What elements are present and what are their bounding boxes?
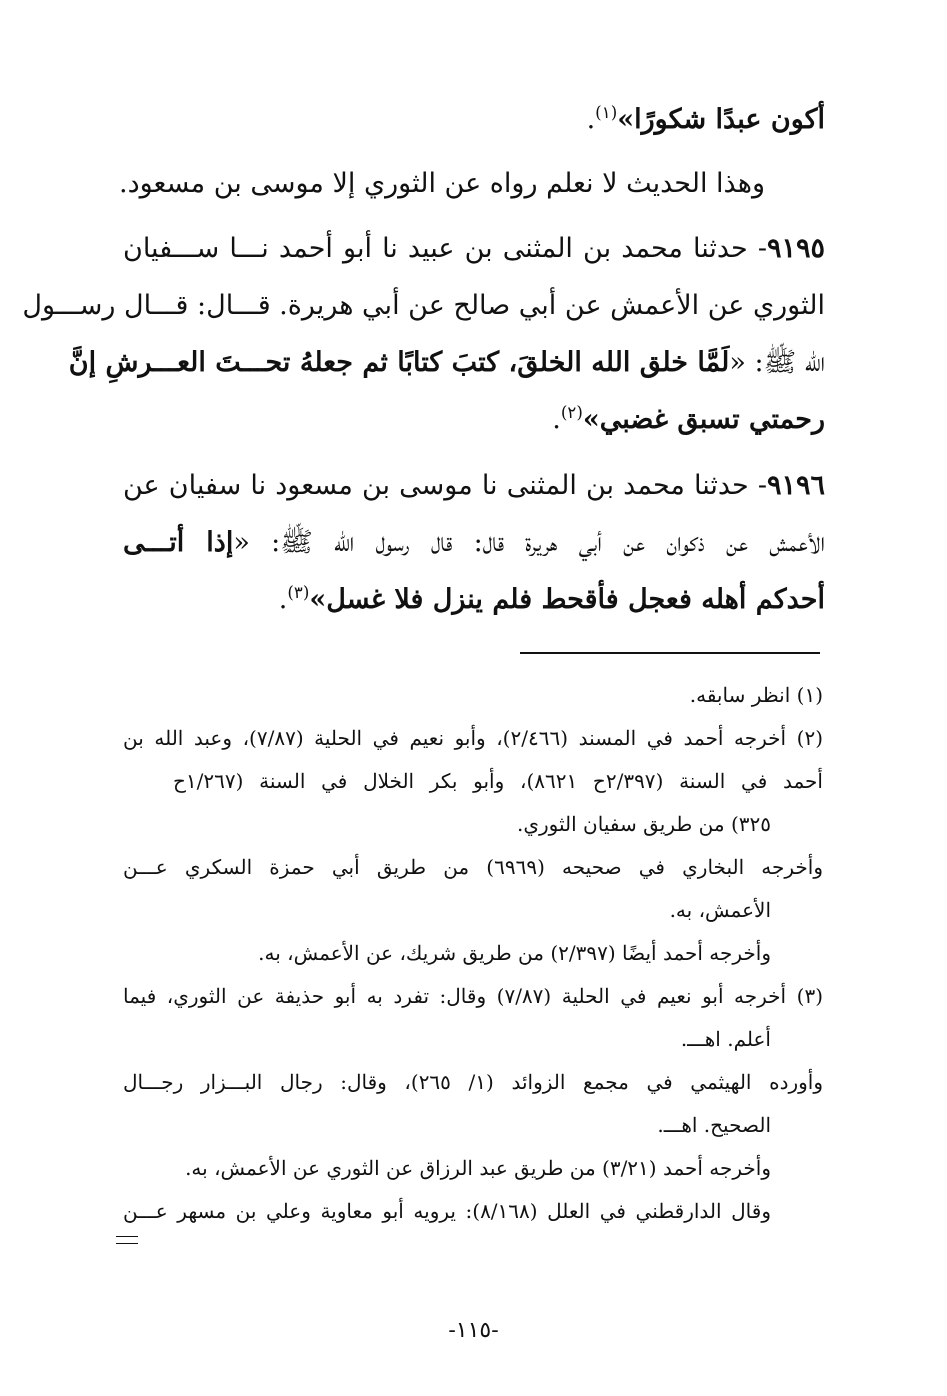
isnad-text: - حدثنا محمد بن المثنى نا موسى بن مسعود نا سفيان عن [123,470,767,501]
matn-text: رحمتي تسبق غضبي» [582,404,825,435]
footnote-text: وقال الدارقطني في العلل (٨/١٦٨): يرويه أبو معاوية وعلي بن مسهر عـــن [123,1199,771,1223]
footnote-2-line-5: الأعمش، به. [669,898,771,922]
hadith-9195-line-1 [123,229,825,269]
hadith-text: أكون عبدًا شكورًا» [617,104,825,135]
continuation-mark [116,1236,138,1244]
body-line-2 [119,164,765,204]
footnote-2-line-3: ٣٢٥) من طريق سفيان الثوري. [517,812,771,836]
hadith-9196-line-2 [123,523,825,563]
hadith-9196-line-1 [123,466,825,506]
footnote-3-line-1: (٣) أخرجه أبو نعيم في الحلية (٧/٨٧) وقال: تفرد به أبو حذيفة عن الثوري، فيما [123,984,823,1008]
matn-text: أحدكم أهله فعجل فأقحط فلم ينزل فلا غسل» [309,584,825,615]
footnote-ref-3[interactable]: (٣) [287,582,310,602]
footnote-3-line-5: وأخرجه أحمد (٣/٢١) من طريق عبد الرزاق عن الثوري عن الأعمش، به. [185,1156,771,1180]
isnad-text: الثوري عن الأعمش عن أبي صالح عن أبي هريرة. قـــال: قـــال رســـول [22,290,825,321]
body-line-1 [587,100,825,140]
footnote-separator [520,652,820,654]
footnote-3-line-2: أعلم. اهـــ. [680,1027,771,1051]
footnote-3-line-3: وأورده الهيثمي في مجمع الزوائد (١/ ٢٦٥)، وقال: رجال البـــزار رجـــال [123,1070,824,1094]
footnote-2-line-6: وأخرجه أحمد أيضًا (٢/٣٩٧) من طريق شريك، عن الأعمش، به. [258,941,771,965]
footnote-ref-1[interactable]: (١) [595,102,618,122]
page-number: -١١٥- [448,1318,499,1343]
period: . [278,584,288,615]
hadith-9195-line-3 [68,343,825,383]
footnote-3-line-6 [123,1196,771,1226]
hadith-number: ٩١٩٦ [766,470,825,501]
footnote-2-line-4: وأخرجه البخاري في صحيحه (٦٩٦٩) من طريق أبي حمزة السكري عـــن [123,855,823,879]
hadith-9195-line-2 [22,286,825,326]
footnote-2-line-2: أحمد في السنة (٢/٣٩٧ح ٨٦٢١)، وأبو بكر الخلال في السنة (١/٢٦٧ح [173,769,823,793]
isnad-text: الأعمش عن ذكوان عن أبي هريرة قال: قال رسول الله ﷺ: « [233,527,825,558]
matn-text: لَمَّا خلق الله الخلقَ، كتبَ كتابًا ثم جعلهُ تحـــتَ العـــرشِ إنَّ [68,347,730,378]
footnote-1: (١) انظر سابقه. [689,683,823,707]
hadith-9196-line-3 [279,580,825,620]
hadith-number: ٩١٩٥ [766,233,825,264]
period: . [552,404,561,435]
footnote-2-line-1: (٢) أخرجه أحمد في المسند (٢/٤٦٦)، وأبو نعيم في الحلية (٧/٨٧)، وعبد الله بن [123,726,823,750]
isnad-text: الله ﷺ: « [729,347,825,378]
isnad-text: - حدثنا محمد بن المثنى بن عبيد نا أبو أحمد نـــا ســـفيان [123,233,767,264]
footnote-ref-2[interactable]: (٢) [560,402,583,422]
commentary-text: وهذا الحديث لا نعلم رواه عن الثوري إلا موسى بن مسعود. [119,168,765,199]
period: . [586,104,596,135]
hadith-9195-line-4 [552,400,825,440]
matn-text: إذا أتـــى [123,527,234,558]
footnote-3-line-4: الصحيح. اهـــ. [657,1113,771,1137]
